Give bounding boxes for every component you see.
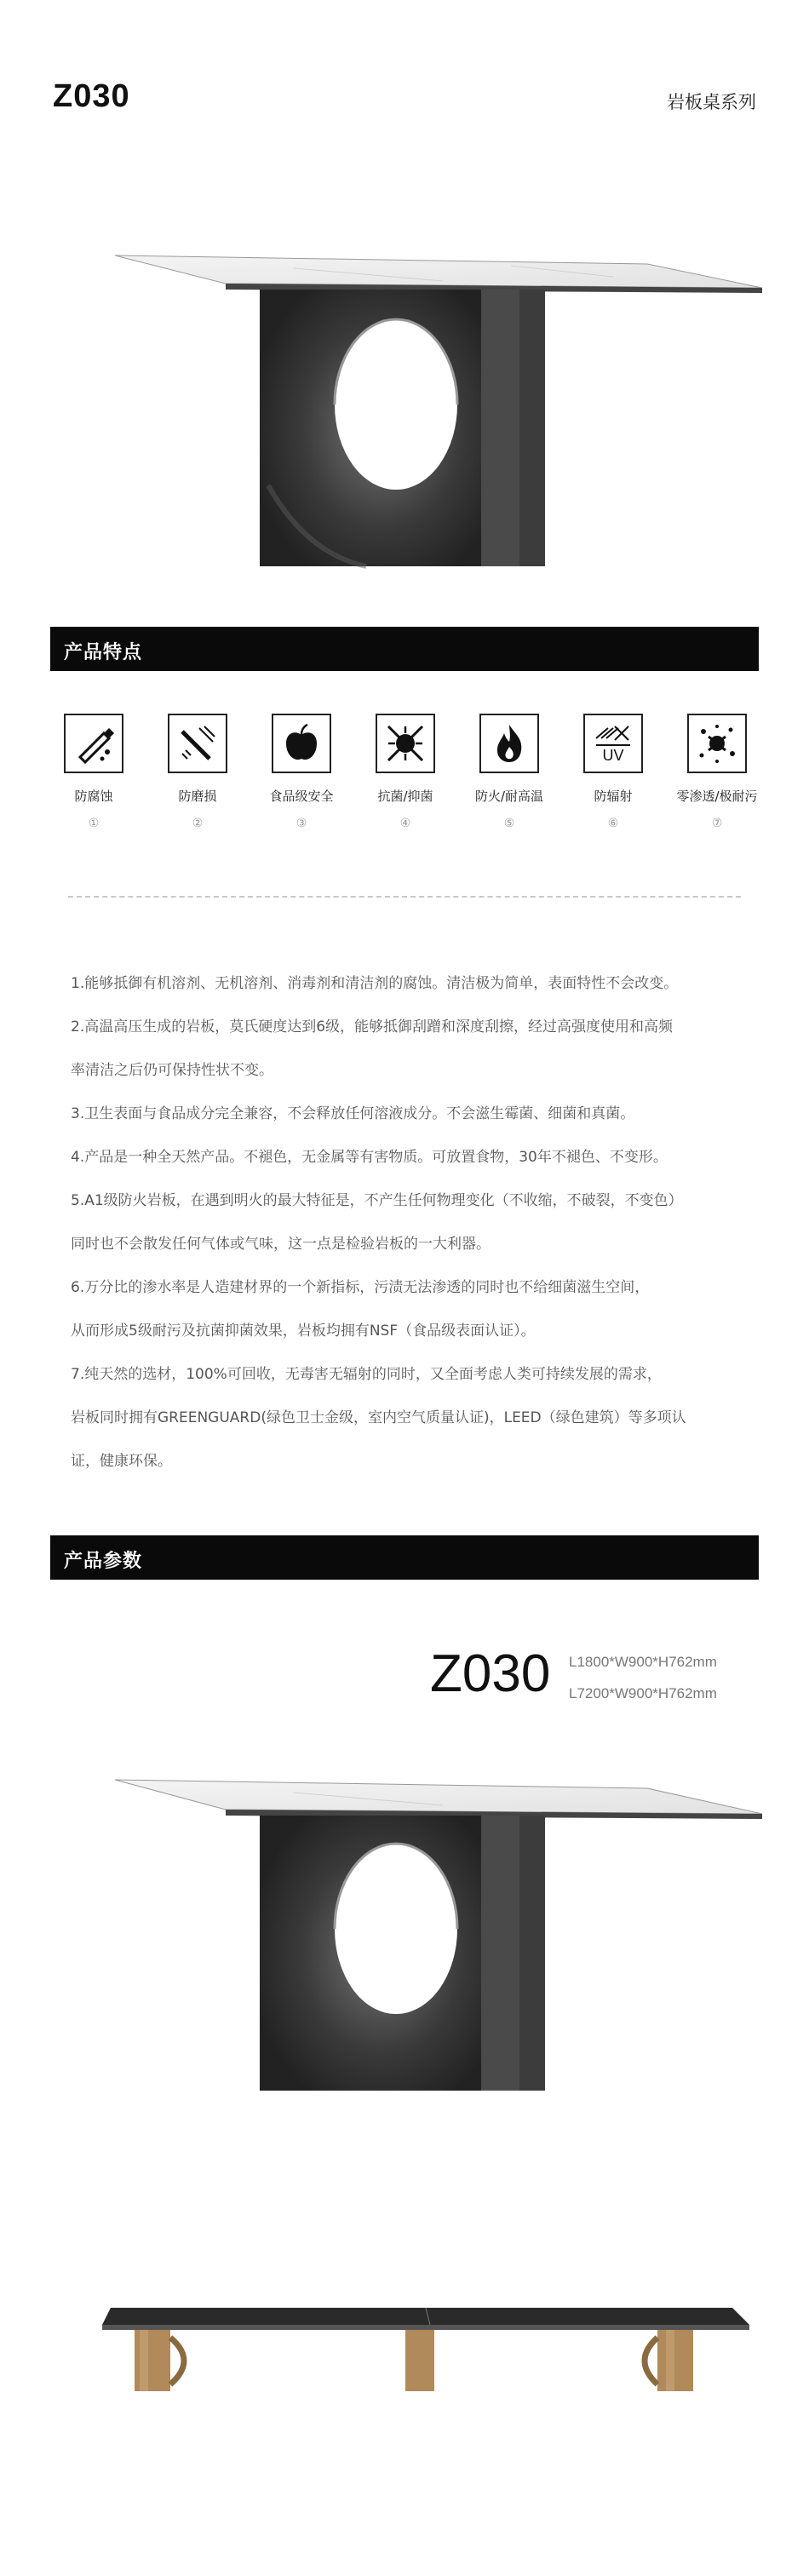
section-title-features: 产品特点	[64, 642, 143, 663]
header-model: Z030	[53, 78, 130, 114]
feature-description	[71, 962, 752, 1483]
feature-number: ③	[295, 817, 307, 830]
bacteria-icon	[382, 720, 429, 767]
section-bar-features	[50, 627, 759, 671]
feature-number: ②	[192, 817, 204, 830]
scratch-icon	[174, 720, 221, 767]
apple-icon	[278, 720, 325, 767]
feature-label: 食品级安全	[269, 789, 334, 804]
description-line: 2.高温高压生成的岩板，莫氏硬度达到6级，能够抵御刮蹭和深度刮擦，经过高强度使用和高频	[71, 1018, 674, 1036]
feature-item	[458, 714, 560, 830]
long-table-image	[0, 2291, 809, 2393]
header-series: 岩板桌系列	[667, 92, 756, 112]
description-line: 率清洁之后仍可保持性状不变。	[71, 1062, 273, 1079]
dashed-divider	[68, 896, 741, 898]
feature-label: 防磨损	[178, 789, 217, 804]
param-dimensions	[569, 1646, 717, 1709]
description-line: 从而形成5级耐污及抗菌抑菌效果，岩板均拥有NSF（食品级表面认证）。	[71, 1322, 536, 1340]
section-title-params: 产品参数	[64, 1551, 143, 1572]
feature-number: ①	[88, 817, 100, 830]
feature-label: 防辐射	[594, 789, 633, 804]
description-line: 5.A1级防火岩板，在遇到明火的最大特征是，不产生任何物理变化（不收缩，不破裂，不变色）	[71, 1192, 683, 1209]
description-line: 7.纯天然的选材，100%可回收，无毒害无辐射的同时，又全面考虑人类可持续发展的需求，	[71, 1366, 662, 1383]
uv-icon	[589, 720, 637, 767]
feature-number: ⑥	[607, 817, 619, 830]
feature-number: ⑤	[503, 817, 515, 830]
param-dimension-line: L7200*W900*H762mm	[569, 1685, 717, 1701]
feature-number: ④	[399, 817, 411, 830]
fire-icon	[485, 720, 533, 767]
corrosion-icon	[70, 720, 118, 767]
svg-text:UV: UV	[602, 747, 624, 764]
description-line: 同时也不会散发任何气体或气味，这一点是检验岩板的一大利器。	[71, 1236, 491, 1253]
feature-label: 防腐蚀	[74, 789, 113, 804]
feature-item	[666, 714, 768, 830]
description-line: 6.万分比的渗水率是人造建材界的一个新指标，污渍无法渗透的同时也不给细菌滋生空间，	[71, 1279, 650, 1296]
feature-label: 防火/耐高温	[474, 789, 544, 804]
table-params-image	[0, 1763, 809, 2120]
feature-list	[51, 714, 766, 858]
feature-number: ⑦	[711, 817, 723, 830]
param-model: Z030	[430, 1644, 551, 1703]
feature-label: 抗菌/抑菌	[377, 789, 433, 804]
section-bar-params	[50, 1535, 759, 1580]
description-line: 岩板同时拥有GREENGUARD(绿色卫士金级，室内空气质量认证)，LEED（绿色建筑）等多项认	[71, 1409, 686, 1426]
feature-item	[354, 714, 456, 830]
table-hero-image	[0, 230, 809, 588]
feature-item	[562, 714, 664, 830]
description-line: 3.卫生表面与食品成分完全兼容，不会释放任何溶液成分。不会滋生霉菌、细菌和真菌。	[71, 1105, 635, 1122]
description-line: 1.能够抵御有机溶剂、无机溶剂、消毒剂和清洁剂的腐蚀。清洁极为简单，表面特性不会改变。	[71, 975, 679, 992]
param-dimension-line: L1800*W900*H762mm	[569, 1654, 717, 1670]
description-line: 证，健康环保。	[71, 1453, 172, 1470]
feature-item	[250, 714, 353, 830]
splash-icon	[693, 720, 741, 767]
feature-label: 零渗透/极耐污	[676, 789, 758, 804]
description-line: 4.产品是一种全天然产品。不褪色，无金属等有害物质。可放置食物，30年不褪色、不变形。	[71, 1149, 668, 1166]
feature-item	[146, 714, 249, 830]
feature-item	[43, 714, 145, 830]
